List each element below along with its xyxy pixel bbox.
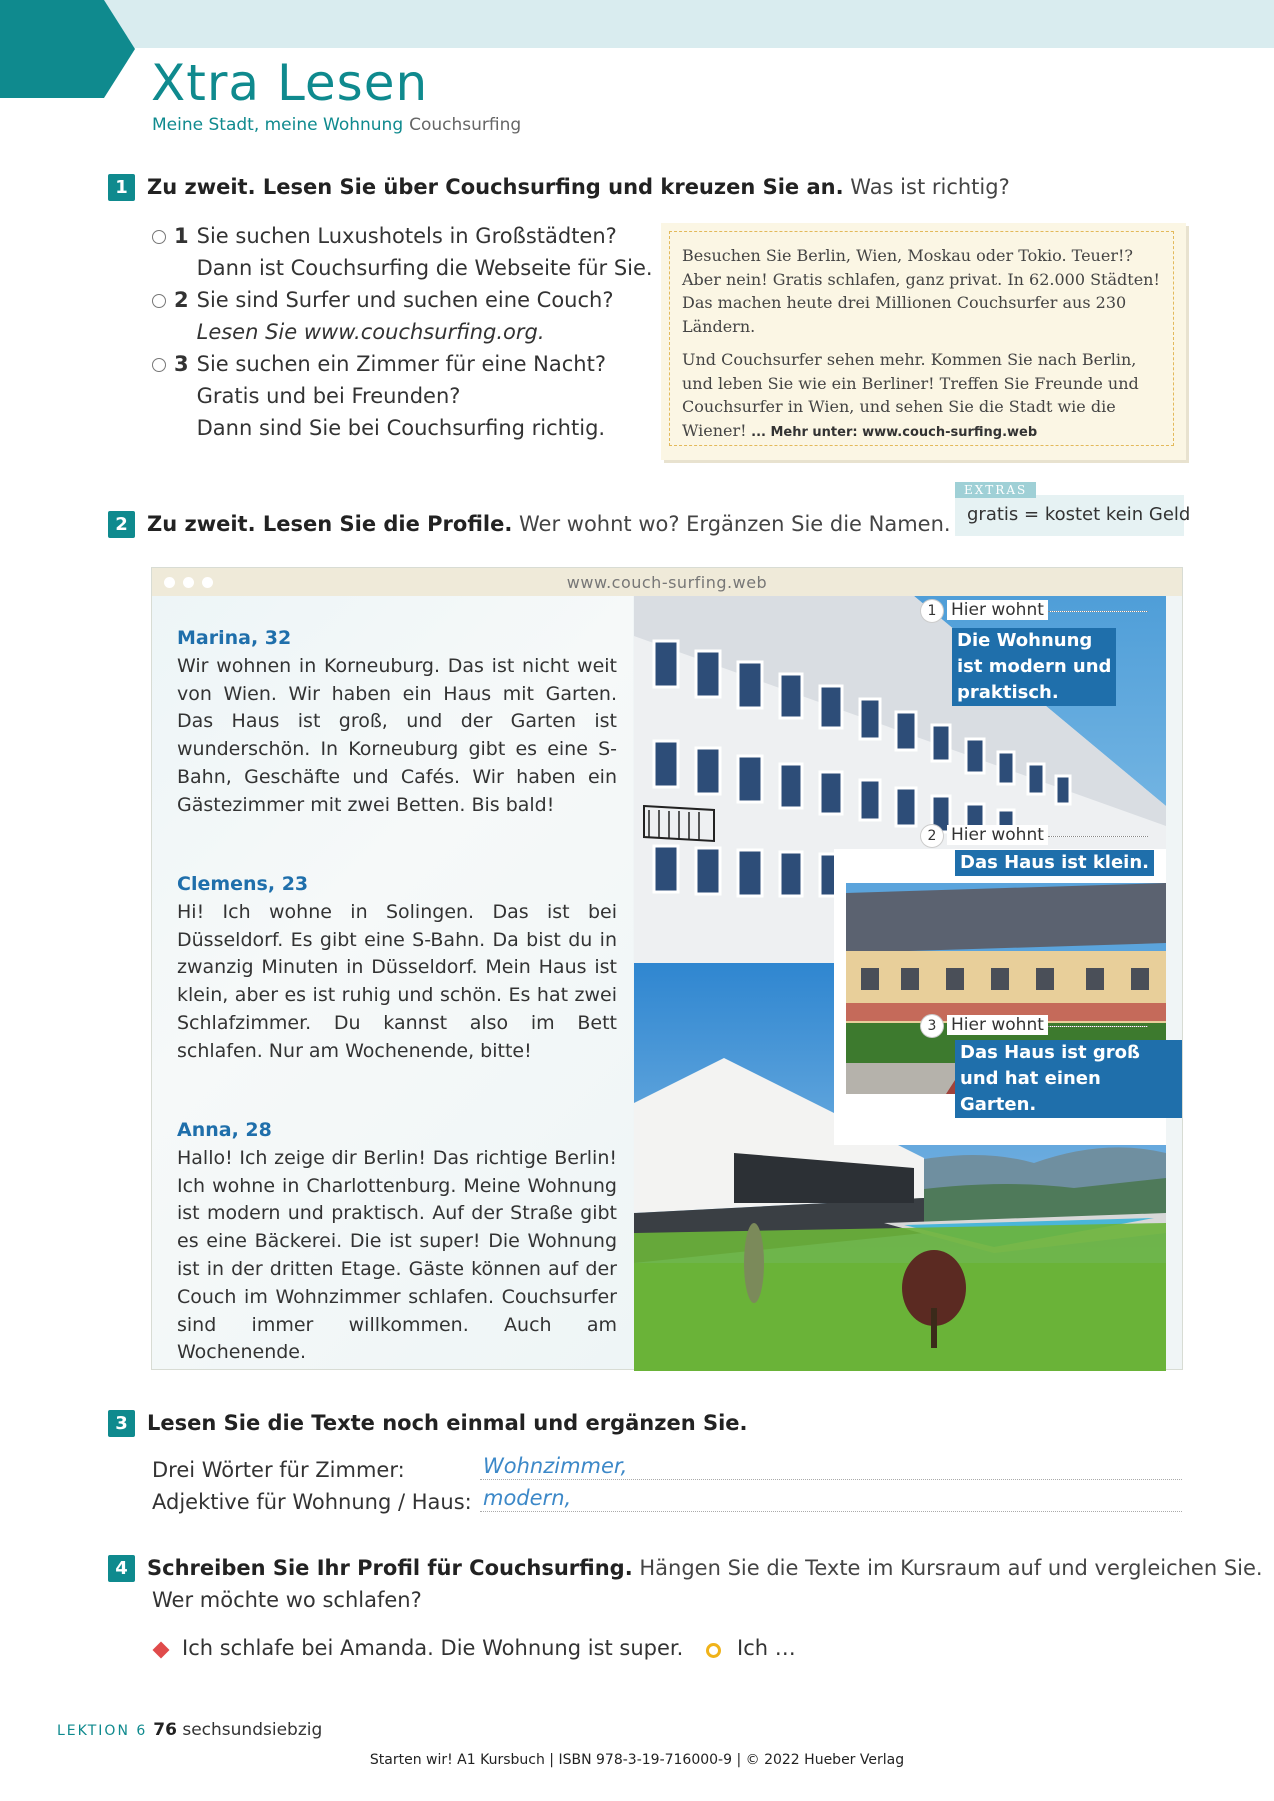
caption-line: ist modern und [952,654,1116,680]
option-2[interactable] [152,284,653,348]
photo3-label [921,1015,1148,1037]
profile-text: Hi! Ich wohne in Solingen. Das ist bei Düsseldorf. Es gibt eine S-Bahn. Da bist du in zwanzig Minuten in Düsseldorf. Mein Haus ist klein, aber es ist ruhig und schön. Es hat zwei Schlafzimmer. Du kannst also im Bett schlafen. Nur am Wochenende, bitte! [177,900,617,1062]
option-text: Dann sind Sie bei Couchsurfing richtig. [196,416,606,440]
note-paragraph-1: Besuchen Sie Berlin, Wien, Moskau oder Tokio. Teuer!? Aber nein! Gratis schlafen, ganz privat. In 62.000 Städten! Das machen heute drei Millionen Couchsurfer aus 230 Ländern. [682,246,1160,336]
hier-wohnt-text: Hier wohnt [947,825,1048,845]
task-instruction: Lesen Sie die Texte noch einmal und ergänzen Sie. [147,1411,748,1435]
header-band [0,0,1274,48]
extras-tag: EXTRAS [955,482,1036,498]
name-blank[interactable] [1048,836,1148,837]
profile-name: Clemens, 23 [177,873,309,895]
photo3-caption [955,1040,1182,1118]
browser-url: www.couch-surfing.web [566,573,768,592]
answer-line [480,1511,1182,1512]
profile-anna [177,1117,617,1367]
caption-line: praktisch. [952,680,1064,706]
couchsurfing-note [661,223,1186,460]
option-text: Gratis und bei Freunden? [196,384,461,408]
name-blank[interactable] [1048,611,1148,612]
radio-button[interactable] [152,294,166,308]
task-number: 2 [108,511,135,538]
task4-line2: Wer möchte wo schlafen? [152,1588,422,1612]
extras-definition: gratis = kostet kein Geld [955,495,1184,536]
profile-name: Anna, 28 [177,1119,272,1141]
page-footer [57,1720,322,1740]
fill-label-rooms: Drei Wörter für Zimmer: [152,1458,405,1482]
task1-options [152,220,653,444]
task1-heading [108,174,1010,201]
fill-label-adjectives: Adjektive für Wohnung / Haus: [152,1490,472,1514]
task-question: Wer wohnt wo? Ergänzen Sie die Namen. [512,512,951,536]
answer-line [480,1479,1182,1480]
task3-heading [108,1410,748,1437]
page-subtitle [152,115,521,135]
option-text: Sie suchen Luxushotels in Großstädten? [196,224,617,248]
task-detail: Hängen Sie die Texte im Kursraum auf und vergleichen Sie. [632,1556,1263,1580]
task-instruction: Schreiben Sie Ihr Profil für Couchsurfing. [147,1556,633,1580]
option-number: 2 [174,288,189,312]
photo-number: 1 [921,600,943,622]
name-blank[interactable] [1048,1026,1148,1027]
option-text: Sie suchen ein Zimmer für eine Nacht? [196,352,606,376]
answer-adjectives[interactable]: modern, [483,1486,572,1510]
radio-button[interactable] [152,230,166,244]
task-question: Was ist richtig? [843,175,1010,199]
example-speech-2: Ich … [737,1636,796,1660]
profile-clemens [177,871,617,1066]
option-number: 3 [174,352,189,376]
speaker-a-icon [153,1642,170,1659]
option-3[interactable] [152,348,653,444]
photo1-caption [952,628,1116,706]
profile-text: Hallo! Ich zeige dir Berlin! Das richtige Berlin! Ich wohne in Charlottenburg. Meine Wohnung ist modern und praktisch. Auf der Straße gibt es eine Bäckerei. Die ist super! Die Wohnung ist in der dritten Etage. Gäste können auf der Couch im Wohnzimmer schlafen. Couchsurfer sind immer willkommen. Auch am Wochenende. [177,1146,617,1364]
option-text: Dann ist Couchsurfing die Webseite für Sie. [196,256,653,280]
page-number: 76 [153,1720,177,1740]
hier-wohnt-text: Hier wohnt [947,600,1048,620]
answer-rooms[interactable]: Wohnzimmer, [483,1454,628,1478]
caption-line: Das Haus ist groß [955,1040,1145,1066]
hier-wohnt-text: Hier wohnt [947,1015,1048,1035]
caption-line: Die Wohnung [952,628,1097,654]
note-paragraph-2-text: Und Couchsurfer sehen mehr. Kommen Sie nach Berlin, und leben Sie wie ein Berliner! Treffen Sie Freunde und Couchsurfer in Wien, und sehen Sie die Stadt wie die Wiener! [682,350,1139,440]
speaker-b-icon [706,1643,721,1658]
subtitle-theme: Couchsurfing [409,115,522,135]
option-1[interactable] [152,220,653,284]
subtitle-topic: Meine Stadt, meine Wohnung [152,115,404,135]
option-number: 1 [174,224,189,248]
page-title: Xtra Lesen [151,54,429,112]
photo2-caption [955,850,1154,876]
option-text: Sie sind Surfer und suchen eine Couch? [196,288,614,312]
photo2-label [921,825,1148,847]
note-paragraph-2 [682,348,1163,444]
task-instruction: Zu zweit. Lesen Sie die Profile. [147,512,513,536]
task-number: 1 [108,174,135,201]
page-number-word: sechsundsiebzig [182,1720,323,1740]
browser-bar [152,568,1182,596]
note-more-link: ... Mehr unter: www.couch-surfing.web [746,424,1038,440]
task-instruction: Zu zweit. Lesen Sie über Couchsurfing und kreuzen Sie an. [147,175,844,199]
option-text: Lesen Sie www.couchsurfing.org. [196,320,545,344]
task-number: 4 [108,1555,135,1582]
lesson-label: LEKTION 6 [57,1723,148,1739]
caption-line: Das Haus ist klein. [955,850,1154,876]
browser-window [151,567,1183,1370]
task4-heading [108,1555,1263,1582]
profile-text: Wir wohnen in Korneuburg. Das ist nicht weit von Wien. Wir haben ein Haus mit Garten. Das Haus ist groß, und der Garten ist wunderschön. In Korneuburg gibt es eine S-Bahn, Geschäfte und Cafés. Wir haben ein Gästezimmer mit zwei Betten. Bis bald! [177,654,617,816]
photo-number: 2 [921,825,943,847]
task2-heading [108,511,951,538]
radio-button[interactable] [152,358,166,372]
copyright-line: Starten wir! A1 Kursbuch | ISBN 978-3-19-716000-9 | © 2022 Hueber Verlag [369,1752,905,1768]
caption-line: und hat einen Garten. [955,1066,1182,1118]
photo1-label [921,600,1148,622]
profile-name: Marina, 32 [177,627,292,649]
task-number: 3 [108,1410,135,1437]
photo-number: 3 [921,1015,943,1037]
example-speech-1: Ich schlafe bei Amanda. Die Wohnung ist super. [182,1636,684,1660]
profile-marina [177,625,617,820]
